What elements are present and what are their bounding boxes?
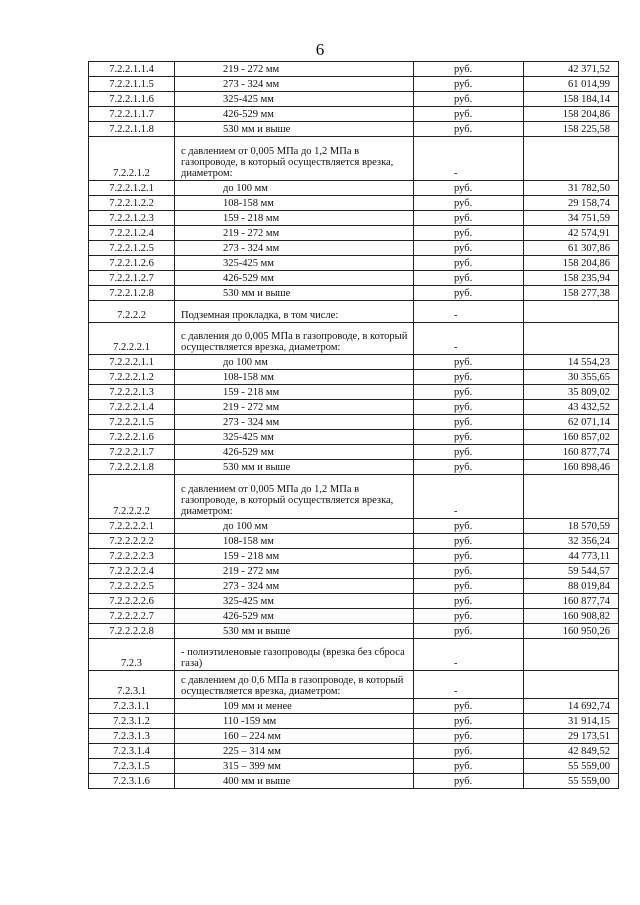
table-row (89, 564, 619, 579)
cell-desc: 159 - 218 мм (175, 549, 414, 564)
table-row (89, 271, 619, 286)
cell-code: 7.2.2.1.1.7 (89, 107, 175, 122)
cell-code: 7.2.2.1.2 (89, 137, 175, 181)
cell-code: 7.2.2.2.2.4 (89, 564, 175, 579)
table-row (89, 122, 619, 137)
table-row (89, 460, 619, 475)
cell-price: 160 950,26 (524, 624, 619, 639)
cell-desc: 273 - 324 мм (175, 579, 414, 594)
cell-code: 7.2.2.1.1.8 (89, 122, 175, 137)
table-row (89, 609, 619, 624)
cell-desc: с давления до 0,005 МПа в газопроводе, в который осуществляется врезка, диаметром: (175, 323, 414, 355)
cell-price: 59 544,57 (524, 564, 619, 579)
cell-code: 7.2.3.1.2 (89, 714, 175, 729)
cell-desc: до 100 мм (175, 181, 414, 196)
cell-unit: руб. (414, 77, 524, 92)
cell-price: 35 809,02 (524, 385, 619, 400)
table-row (89, 744, 619, 759)
cell-code: 7.2.2.2.1.2 (89, 370, 175, 385)
section-row (89, 137, 619, 181)
cell-unit: руб. (414, 714, 524, 729)
cell-code: 7.2.2.2.2 (89, 475, 175, 519)
cell-unit: руб. (414, 759, 524, 774)
cell-price: 160 877,74 (524, 594, 619, 609)
cell-price: 29 158,74 (524, 196, 619, 211)
cell-desc: 325-425 мм (175, 92, 414, 107)
cell-unit: руб. (414, 355, 524, 370)
table-row (89, 385, 619, 400)
cell-desc: 325-425 мм (175, 594, 414, 609)
cell-desc: 108-158 мм (175, 196, 414, 211)
cell-desc: 160 – 224 мм (175, 729, 414, 744)
cell-price: 42 849,52 (524, 744, 619, 759)
tariff-table (88, 61, 619, 789)
cell-price (524, 639, 619, 671)
cell-price: 158 277,38 (524, 286, 619, 301)
cell-code: 7.2.3.1.1 (89, 699, 175, 714)
table-row (89, 226, 619, 241)
cell-code: 7.2.2.2.2.5 (89, 579, 175, 594)
cell-desc: до 100 мм (175, 355, 414, 370)
table-row (89, 519, 619, 534)
table-row (89, 107, 619, 122)
cell-desc: 273 - 324 мм (175, 241, 414, 256)
cell-unit: руб. (414, 122, 524, 137)
cell-price: 61 014,99 (524, 77, 619, 92)
cell-unit: руб. (414, 256, 524, 271)
table-row (89, 759, 619, 774)
table-row (89, 286, 619, 301)
cell-price: 44 773,11 (524, 549, 619, 564)
cell-desc: 426-529 мм (175, 445, 414, 460)
cell-unit: руб. (414, 624, 524, 639)
cell-code: 7.2.3.1.6 (89, 774, 175, 789)
table-row (89, 729, 619, 744)
cell-price: 30 355,65 (524, 370, 619, 385)
cell-desc: 110 -159 мм (175, 714, 414, 729)
table-row (89, 445, 619, 460)
cell-price: 160 898,46 (524, 460, 619, 475)
cell-code: 7.2.2.2.1 (89, 323, 175, 355)
cell-desc: 530 мм и выше (175, 624, 414, 639)
cell-code: 7.2.2.2.1.1 (89, 355, 175, 370)
table-row (89, 77, 619, 92)
cell-unit: руб. (414, 226, 524, 241)
cell-unit: - (414, 639, 524, 671)
section-row (89, 323, 619, 355)
cell-unit: руб. (414, 729, 524, 744)
cell-unit: руб. (414, 564, 524, 579)
section-row (89, 475, 619, 519)
table-row (89, 774, 619, 789)
cell-unit: - (414, 475, 524, 519)
cell-unit: руб. (414, 271, 524, 286)
table-row (89, 714, 619, 729)
cell-desc: 530 мм и выше (175, 122, 414, 137)
cell-price: 160 857,02 (524, 430, 619, 445)
cell-code: 7.2.2.2.2.2 (89, 534, 175, 549)
cell-code: 7.2.2.2.1.4 (89, 400, 175, 415)
cell-desc: 325-425 мм (175, 256, 414, 271)
cell-code: 7.2.2.2.1.7 (89, 445, 175, 460)
page-number: 6 (315, 40, 325, 59)
cell-desc: 315 – 399 мм (175, 759, 414, 774)
cell-unit: руб. (414, 107, 524, 122)
cell-code: 7.2.2.2.2.8 (89, 624, 175, 639)
cell-desc: 159 - 218 мм (175, 385, 414, 400)
cell-code: 7.2.2.2.2.3 (89, 549, 175, 564)
cell-price: 158 184,14 (524, 92, 619, 107)
table-row (89, 181, 619, 196)
section-row (89, 639, 619, 671)
cell-price: 158 204,86 (524, 256, 619, 271)
cell-price: 158 204,86 (524, 107, 619, 122)
cell-desc: 426-529 мм (175, 107, 414, 122)
cell-unit: - (414, 323, 524, 355)
cell-code: 7.2.2.2.1.3 (89, 385, 175, 400)
cell-unit: руб. (414, 579, 524, 594)
cell-desc: 273 - 324 мм (175, 415, 414, 430)
cell-price: 160 908,82 (524, 609, 619, 624)
cell-price: 160 877,74 (524, 445, 619, 460)
cell-unit: руб. (414, 181, 524, 196)
cell-desc: 159 - 218 мм (175, 211, 414, 226)
cell-unit: руб. (414, 430, 524, 445)
cell-unit: руб. (414, 699, 524, 714)
cell-unit: руб. (414, 415, 524, 430)
cell-price (524, 301, 619, 323)
table-row (89, 430, 619, 445)
cell-code: 7.2.3.1.4 (89, 744, 175, 759)
cell-desc: 219 - 272 мм (175, 226, 414, 241)
cell-desc: с давлением от 0,005 МПа до 1,2 МПа в газопроводе, в который осуществляется врезка, диаметром: (175, 137, 414, 181)
cell-unit: руб. (414, 400, 524, 415)
table-row (89, 534, 619, 549)
cell-desc: 219 - 272 мм (175, 564, 414, 579)
cell-unit: руб. (414, 385, 524, 400)
cell-price (524, 671, 619, 699)
table-row (89, 62, 619, 77)
cell-code: 7.2.2.1.2.3 (89, 211, 175, 226)
cell-unit: руб. (414, 241, 524, 256)
cell-desc: 225 – 314 мм (175, 744, 414, 759)
cell-code: 7.2.3.1 (89, 671, 175, 699)
cell-unit: руб. (414, 534, 524, 549)
cell-unit: руб. (414, 92, 524, 107)
cell-price: 158 225,58 (524, 122, 619, 137)
table-row (89, 549, 619, 564)
cell-unit: - (414, 671, 524, 699)
cell-unit: руб. (414, 609, 524, 624)
cell-code: 7.2.2.2.1.5 (89, 415, 175, 430)
cell-code: 7.2.2.1.2.2 (89, 196, 175, 211)
cell-price (524, 137, 619, 181)
cell-desc: 325-425 мм (175, 430, 414, 445)
cell-code: 7.2.2.1.2.5 (89, 241, 175, 256)
cell-unit: руб. (414, 774, 524, 789)
cell-unit: - (414, 301, 524, 323)
cell-price: 42 371,52 (524, 62, 619, 77)
cell-price: 31 914,15 (524, 714, 619, 729)
cell-code: 7.2.2.1.2.4 (89, 226, 175, 241)
cell-desc: 530 мм и выше (175, 286, 414, 301)
cell-code: 7.2.2.2.1.6 (89, 430, 175, 445)
cell-code: 7.2.2.2.2.6 (89, 594, 175, 609)
cell-desc: с давлением от 0,005 МПа до 1,2 МПа в газопроводе, в который осуществляется врезка, диаметром: (175, 475, 414, 519)
cell-code: 7.2.2.2.2.7 (89, 609, 175, 624)
cell-price: 61 307,86 (524, 241, 619, 256)
cell-unit: руб. (414, 744, 524, 759)
cell-code: 7.2.2.1.1.6 (89, 92, 175, 107)
cell-unit: руб. (414, 460, 524, 475)
cell-code: 7.2.2.2 (89, 301, 175, 323)
cell-code: 7.2.3.1.3 (89, 729, 175, 744)
table-row (89, 211, 619, 226)
cell-price: 18 570,59 (524, 519, 619, 534)
cell-desc: Подземная прокладка, в том числе: (175, 301, 414, 323)
table-row (89, 241, 619, 256)
cell-price (524, 475, 619, 519)
cell-price: 42 574,91 (524, 226, 619, 241)
table-row (89, 594, 619, 609)
table-row (89, 355, 619, 370)
table-row (89, 256, 619, 271)
cell-price: 34 751,59 (524, 211, 619, 226)
cell-desc: 426-529 мм (175, 609, 414, 624)
cell-desc: 426-529 мм (175, 271, 414, 286)
section-row (89, 671, 619, 699)
cell-desc: 108-158 мм (175, 534, 414, 549)
cell-unit: руб. (414, 62, 524, 77)
cell-price: 55 559,00 (524, 759, 619, 774)
cell-code: 7.2.2.2.2.1 (89, 519, 175, 534)
cell-desc: 219 - 272 мм (175, 400, 414, 415)
cell-price: 158 235,94 (524, 271, 619, 286)
cell-desc: 273 - 324 мм (175, 77, 414, 92)
cell-price: 14 554,23 (524, 355, 619, 370)
cell-code: 7.2.2.1.2.7 (89, 271, 175, 286)
cell-desc: с давлением до 0,6 МПа в газопроводе, в который осуществляется врезка, диаметром: (175, 671, 414, 699)
cell-unit: руб. (414, 549, 524, 564)
section-row (89, 301, 619, 323)
cell-desc: 109 мм и менее (175, 699, 414, 714)
cell-price: 14 692,74 (524, 699, 619, 714)
cell-code: 7.2.3.1.5 (89, 759, 175, 774)
cell-unit: руб. (414, 519, 524, 534)
table-row (89, 579, 619, 594)
table-row (89, 92, 619, 107)
cell-desc: до 100 мм (175, 519, 414, 534)
cell-price: 43 432,52 (524, 400, 619, 415)
cell-desc: - полиэтиленовые газопроводы (врезка без сброса газа) (175, 639, 414, 671)
table-row (89, 196, 619, 211)
table-row (89, 624, 619, 639)
cell-code: 7.2.3 (89, 639, 175, 671)
table-row (89, 699, 619, 714)
cell-price: 31 782,50 (524, 181, 619, 196)
cell-code: 7.2.2.1.2.1 (89, 181, 175, 196)
table-row (89, 415, 619, 430)
cell-code: 7.2.2.1.2.6 (89, 256, 175, 271)
cell-code: 7.2.2.1.1.5 (89, 77, 175, 92)
table-row (89, 370, 619, 385)
cell-unit: - (414, 137, 524, 181)
cell-unit: руб. (414, 370, 524, 385)
cell-price (524, 323, 619, 355)
cell-price: 55 559,00 (524, 774, 619, 789)
cell-code: 7.2.2.1.2.8 (89, 286, 175, 301)
cell-price: 88 019,84 (524, 579, 619, 594)
cell-desc: 400 мм и выше (175, 774, 414, 789)
cell-price: 32 356,24 (524, 534, 619, 549)
cell-desc: 530 мм и выше (175, 460, 414, 475)
cell-price: 29 173,51 (524, 729, 619, 744)
cell-unit: руб. (414, 445, 524, 460)
table-row (89, 400, 619, 415)
cell-desc: 219 - 272 мм (175, 62, 414, 77)
cell-unit: руб. (414, 211, 524, 226)
cell-unit: руб. (414, 594, 524, 609)
cell-unit: руб. (414, 286, 524, 301)
cell-price: 62 071,14 (524, 415, 619, 430)
cell-code: 7.2.2.1.1.4 (89, 62, 175, 77)
cell-desc: 108-158 мм (175, 370, 414, 385)
cell-code: 7.2.2.2.1.8 (89, 460, 175, 475)
cell-unit: руб. (414, 196, 524, 211)
